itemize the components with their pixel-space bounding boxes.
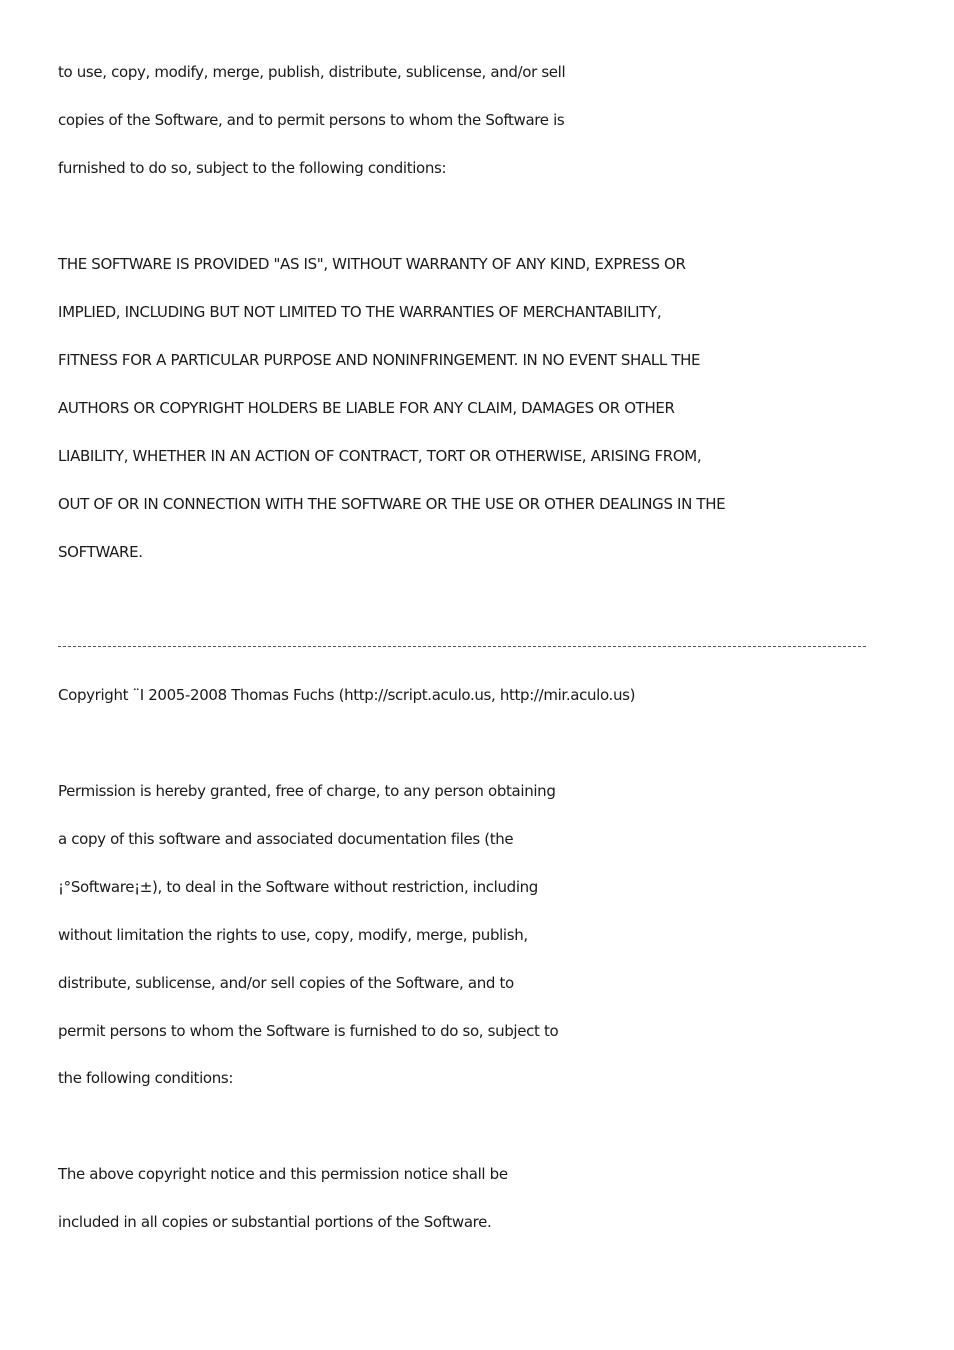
permission-line-5: distribute, sublicense, and/or sell copies of the Software, and to	[58, 974, 514, 992]
warranty-line-2: IMPLIED, INCLUDING BUT NOT LIMITED TO THE WARRANTIES OF MERCHANTABILITY,	[58, 303, 662, 321]
warranty-line-1: THE SOFTWARE IS PROVIDED "AS IS", WITHOUT WARRANTY OF ANY KIND, EXPRESS OR	[58, 255, 686, 273]
permission-line-7: the following conditions:	[58, 1069, 234, 1087]
notice-line-1: The above copyright notice and this permission notice shall be	[58, 1165, 508, 1183]
paragraph-1-line-3: furnished to do so, subject to the following conditions:	[58, 159, 447, 177]
warranty-line-6: OUT OF OR IN CONNECTION WITH THE SOFTWARE OR THE USE OR OTHER DEALINGS IN THE	[58, 495, 726, 513]
paragraph-1-line-2: copies of the Software, and to permit persons to whom the Software is	[58, 111, 565, 129]
permission-line-2: a copy of this software and associated documentation files (the	[58, 830, 514, 848]
section-divider	[58, 646, 866, 647]
warranty-line-7: SOFTWARE.	[58, 543, 143, 561]
copyright-line: Copyright ¨I 2005-2008 Thomas Fuchs (http://script.aculo.us, http://mir.aculo.us)	[58, 686, 636, 704]
notice-line-2: included in all copies or substantial portions of the Software.	[58, 1213, 492, 1231]
permission-line-4: without limitation the rights to use, copy, modify, merge, publish,	[58, 926, 528, 944]
warranty-line-4: AUTHORS OR COPYRIGHT HOLDERS BE LIABLE FOR ANY CLAIM, DAMAGES OR OTHER	[58, 399, 675, 417]
warranty-line-5: LIABILITY, WHETHER IN AN ACTION OF CONTRACT, TORT OR OTHERWISE, ARISING FROM,	[58, 447, 702, 465]
permission-line-6: permit persons to whom the Software is furnished to do so, subject to	[58, 1022, 559, 1040]
paragraph-1-line-1: to use, copy, modify, merge, publish, distribute, sublicense, and/or sell	[58, 63, 566, 81]
warranty-line-3: FITNESS FOR A PARTICULAR PURPOSE AND NONINFRINGEMENT. IN NO EVENT SHALL THE	[58, 351, 701, 369]
permission-line-3: ¡°Software¡±), to deal in the Software without restriction, including	[58, 878, 538, 896]
permission-line-1: Permission is hereby granted, free of charge, to any person obtaining	[58, 782, 556, 800]
